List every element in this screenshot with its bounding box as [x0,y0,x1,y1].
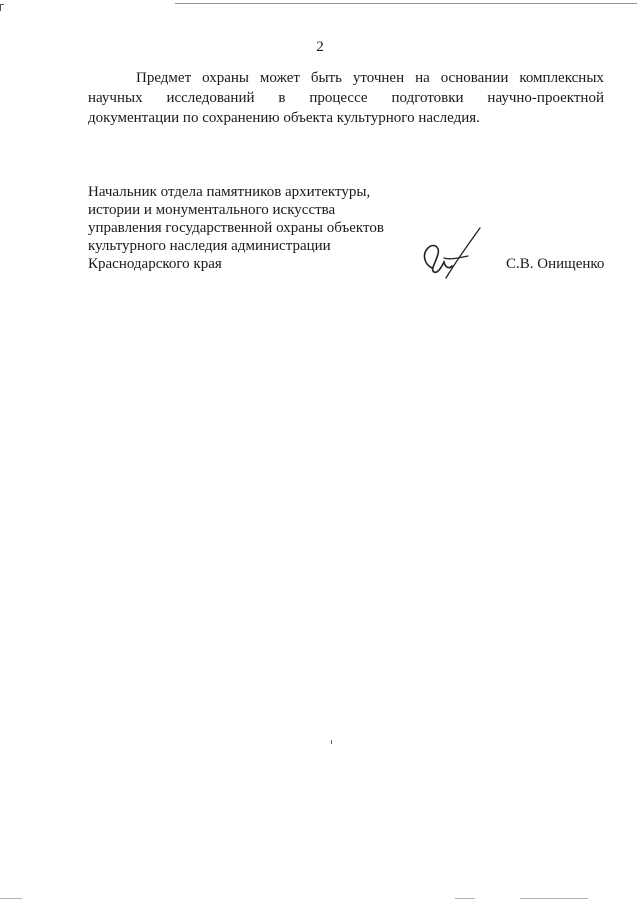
paragraph-line-2 [88,88,604,108]
scan-bottom-mark [455,898,475,899]
word: охраны [202,70,249,86]
scan-speck [331,740,332,744]
scan-edge-mark [0,4,4,11]
position-line: управления государственной охраны объектов [88,220,384,236]
position-line: истории и монументального искусства [88,202,336,218]
handwritten-signature [418,224,484,280]
word: Предмет [136,70,192,86]
word: научных [88,90,143,106]
paragraph-line-3: документации по сохранению объекта культурного наследия. [88,110,480,126]
position-line: культурного наследия администрации [88,238,331,254]
word: уточнен [352,70,405,86]
scan-bottom-mark [520,898,588,899]
word: процессе [309,90,368,106]
word: исследований [166,90,255,106]
word: может [259,70,300,86]
word: основании [440,70,509,86]
page-number: 2 [316,39,324,55]
signatory-name: С.В. Онищенко [506,256,605,272]
word: научно-проектной [487,90,604,106]
scan-bottom-mark [0,898,22,899]
word: в [278,90,286,106]
word: на [415,70,430,86]
scan-top-border [175,3,637,4]
word: комплексных [519,70,604,86]
word: подготовки [391,90,464,106]
position-line: Начальник отдела памятников архитектуры, [88,184,371,200]
position-line: Краснодарского края [88,256,222,272]
signatory-position [88,183,408,273]
word: быть [310,70,342,86]
body-paragraph [88,68,604,128]
paragraph-line-1 [88,68,604,88]
